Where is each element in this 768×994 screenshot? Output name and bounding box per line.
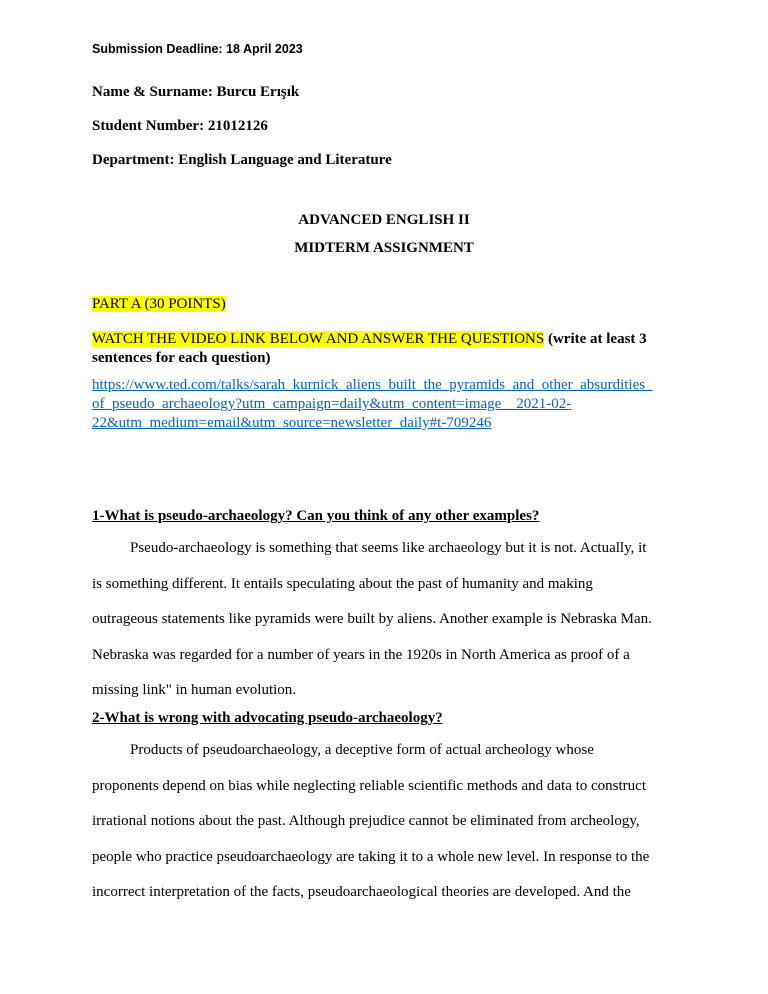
question-2-answer: Products of pseudoarchaeology, a deceptive form of actual archeology whose proponents depend on bias while neglecting reliable scientific methods and data to construct irrational notions about the past. Although prejudice cannot be eliminated from archeology, people who practice pseudoarchaeology are taking it to a whole new level. In response to the incorrect interpretation of the facts, pseudoarchaeological theories are developed. And the <box>92 742 650 900</box>
student-name: Name & Surname: Burcu Erışık <box>92 84 300 100</box>
assignment-title: MIDTERM ASSIGNMENT <box>294 240 474 256</box>
question-1-heading: 1-What is pseudo-archaeology? Can you think of any other examples? <box>92 508 540 524</box>
student-number: Student Number: 21012126 <box>92 118 268 134</box>
question-1-answer: Pseudo-archaeology is something that seems like archaeology but it is not. Actually, it is something different. It entails speculating about the past of humanity and making outrageous statements like pyramids were built by aliens. Another example is Nebraska Man. Nebraska was regarded for a number of years in the 1920s in North America as proof of a missing link" in human evolution. <box>92 540 652 698</box>
instruction-highlight: WATCH THE VIDEO LINK BELOW AND ANSWER THE QUESTIONS <box>92 331 545 347</box>
question-2-heading: 2-What is wrong with advocating pseudo-archaeology? <box>92 710 443 726</box>
course-title: ADVANCED ENGLISH II <box>298 212 470 228</box>
video-link[interactable]: https://www.ted.com/talks/sarah_kurnick_aliens_built_the_pyramids_and_other_absurdities_ of_pseudo_archaeology?utm_campaign=daily&utm_content=image__2021-02- 22&utm_medium=email&utm_source=newsletter_daily#t-709246 <box>92 377 653 431</box>
instruction-note: (write at least 3 <box>544 331 647 347</box>
instruction-note-line2: sentences for each question) <box>92 350 271 366</box>
instructions <box>92 330 682 368</box>
submission-deadline: Submission Deadline: 18 April 2023 <box>92 42 303 56</box>
part-a-heading: PART A (30 POINTS) <box>92 296 226 312</box>
student-department: Department: English Language and Literature <box>92 152 392 168</box>
